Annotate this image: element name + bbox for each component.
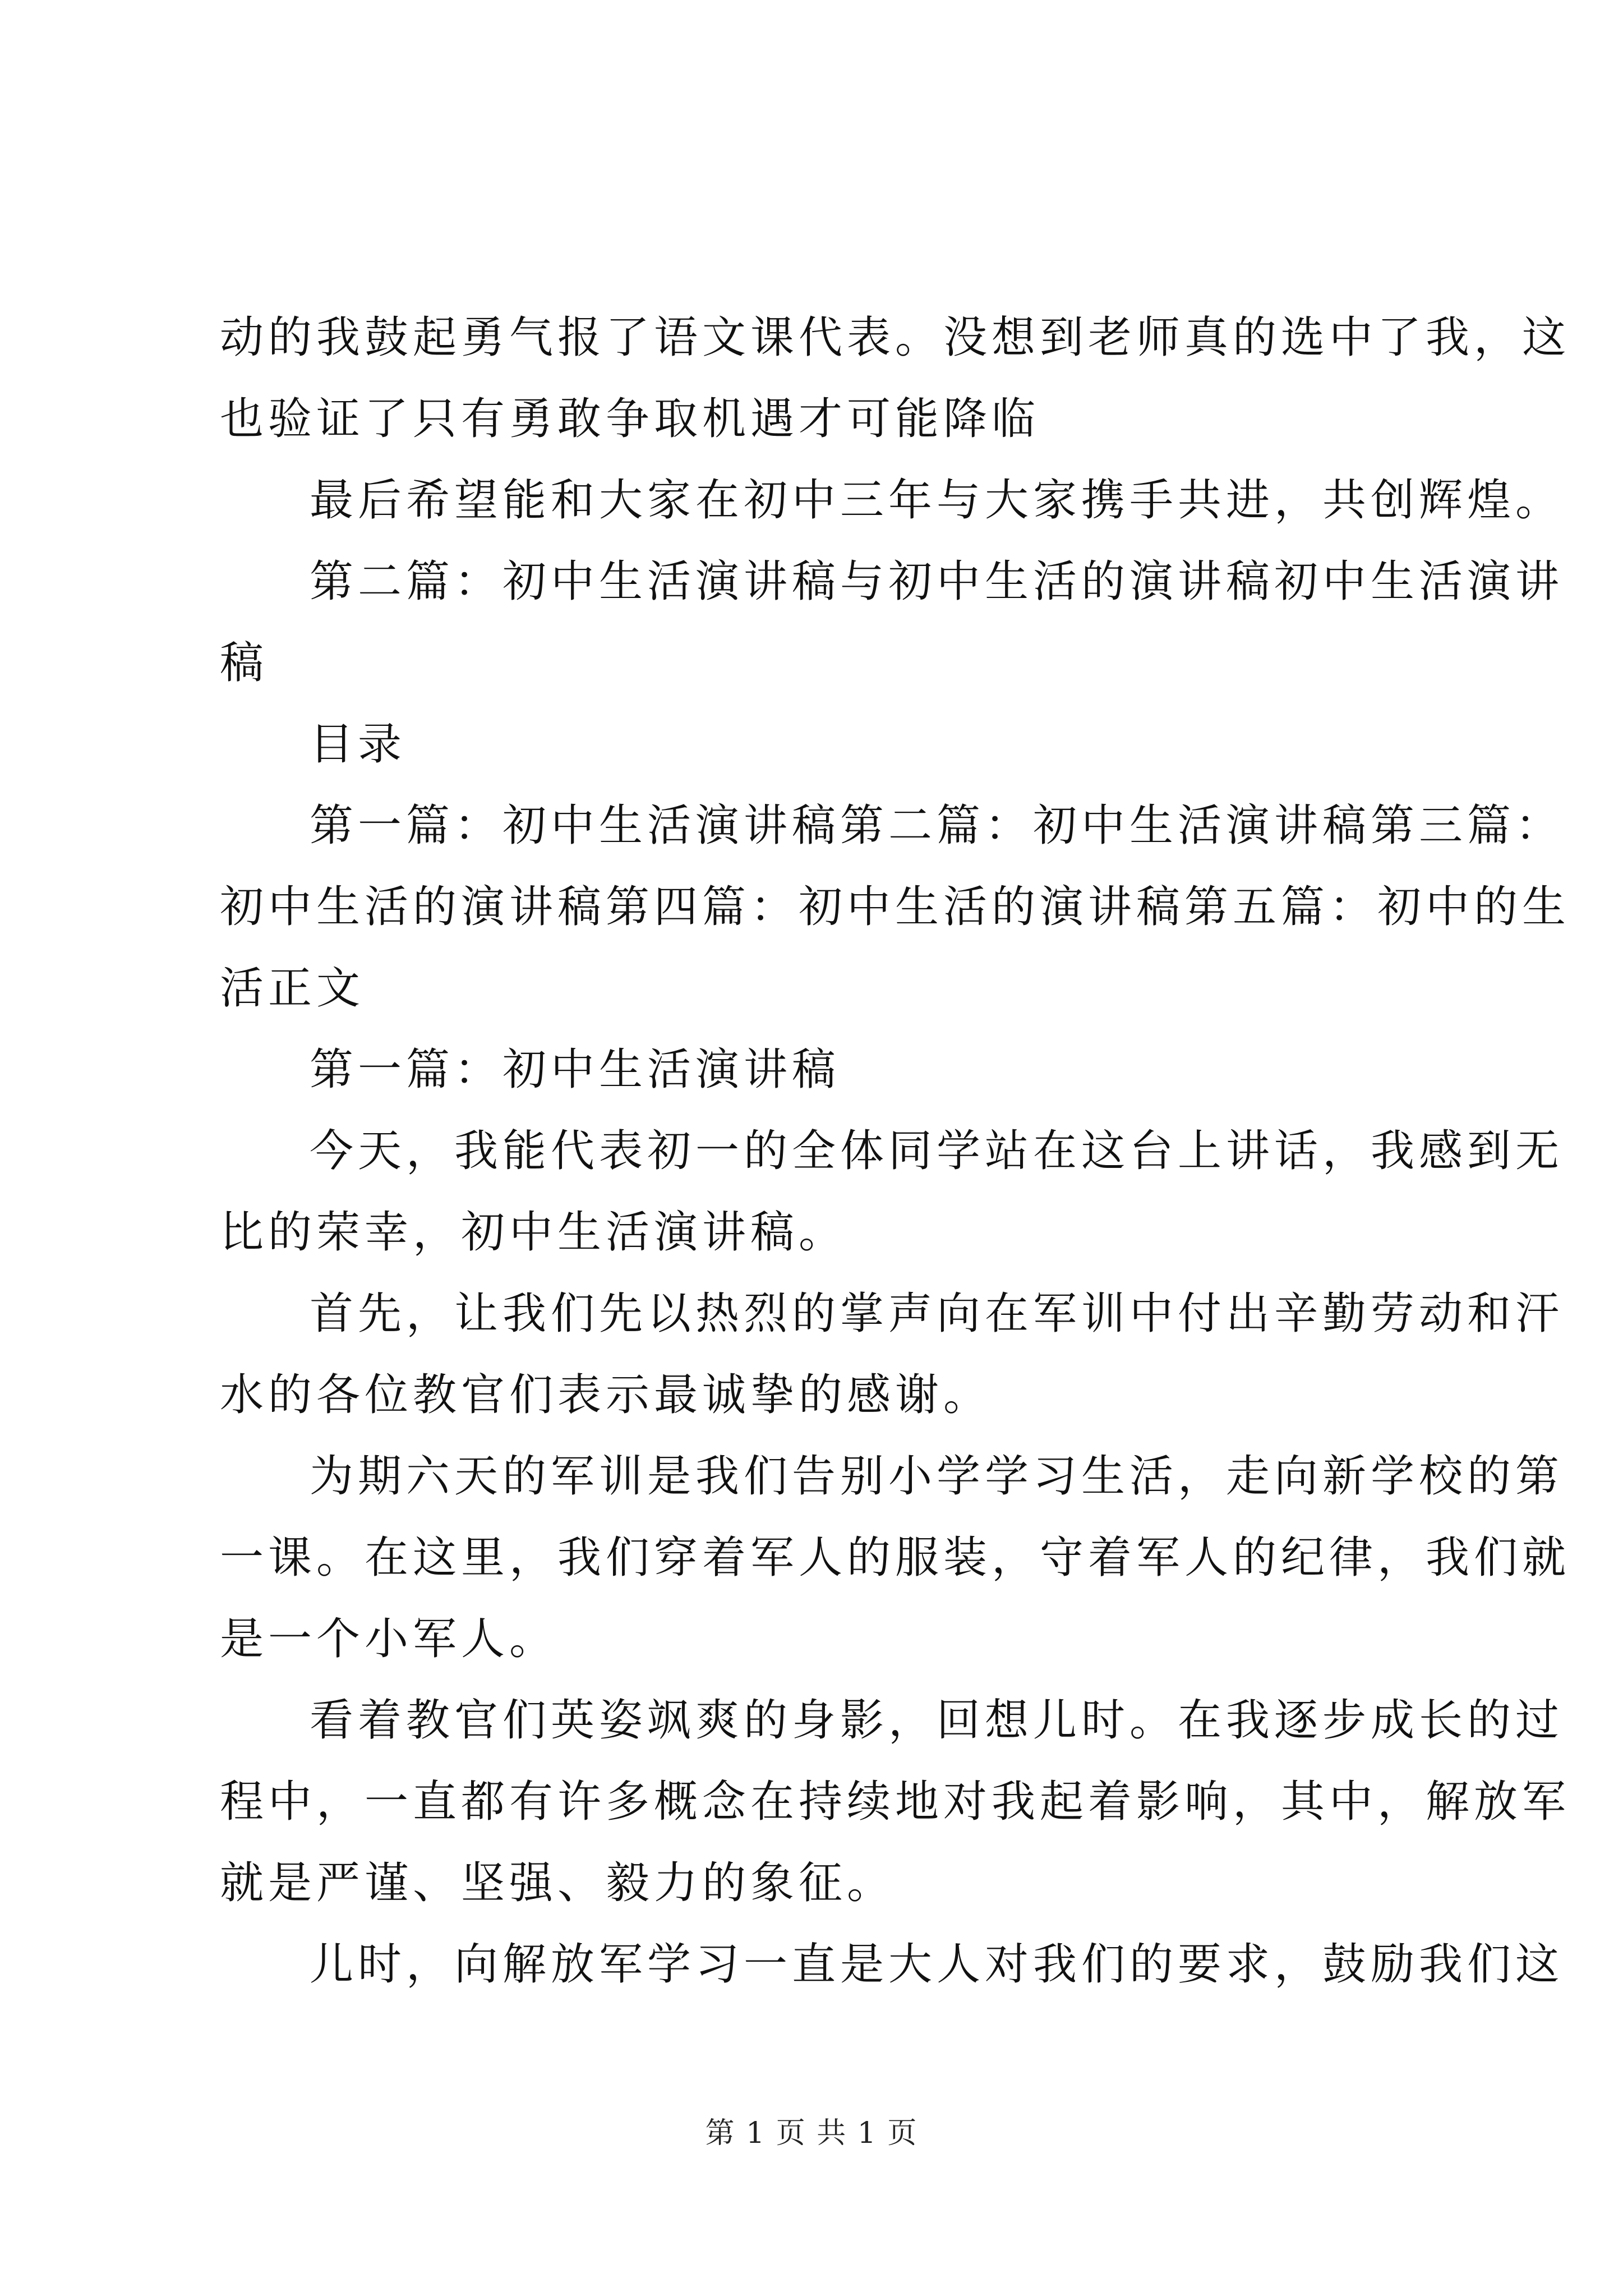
text-line: 最后希望能和大家在初中三年与大家携手共进，共创辉煌。 <box>310 475 1564 526</box>
text-line: 就是严谨、坚强、毅力的象征。 <box>220 1858 896 1908</box>
text-line: 比的荣幸，初中生活演讲稿。 <box>220 1207 847 1258</box>
page-footer: 第 1 页 共 1 页 <box>705 2116 918 2150</box>
text-line: 今天，我能代表初一的全体同学站在这台上讲话，我感到无 <box>310 1126 1564 1176</box>
section-heading-line: 第二篇：初中生活演讲稿与初中生活的演讲稿初中生活演讲 <box>310 556 1564 607</box>
section-heading-line: 稿 <box>220 638 269 688</box>
text-line: 儿时，向解放军学习一直是大人对我们的要求，鼓励我们这 <box>310 1939 1564 1990</box>
text-line: 程中，一直都有许多概念在持续地对我起着影响，其中，解放军 <box>220 1777 1571 1827</box>
toc-line: 初中生活的演讲稿第四篇：初中生活的演讲稿第五篇：初中的生 <box>220 882 1571 932</box>
toc-line: 活正文 <box>220 963 365 1014</box>
document-body <box>220 297 1571 2005</box>
text-line: 也验证了只有勇敢争取机遇才可能降临 <box>220 394 1040 444</box>
toc-heading: 目录 <box>310 719 407 770</box>
text-line: 是一个小军人。 <box>220 1614 558 1664</box>
text-line: 动的我鼓起勇气报了语文课代表。没想到老师真的选中了我，这 <box>220 312 1571 363</box>
text-line: 首先，让我们先以热烈的掌声向在军训中付出辛勤劳动和汗 <box>310 1289 1564 1339</box>
section-heading-line: 第一篇：初中生活演讲稿 <box>310 1045 841 1095</box>
text-line: 水的各位教官们表示最诚挚的感谢。 <box>220 1370 992 1420</box>
text-line: 一课。在这里，我们穿着军人的服装，守着军人的纪律，我们就 <box>220 1533 1571 1583</box>
text-line: 为期六天的军训是我们告别小学学习生活，走向新学校的第 <box>310 1451 1564 1502</box>
text-line: 看着教官们英姿飒爽的身影，回想儿时。在我逐步成长的过 <box>310 1695 1564 1746</box>
toc-line: 第一篇：初中生活演讲稿第二篇：初中生活演讲稿第三篇： <box>310 800 1564 851</box>
